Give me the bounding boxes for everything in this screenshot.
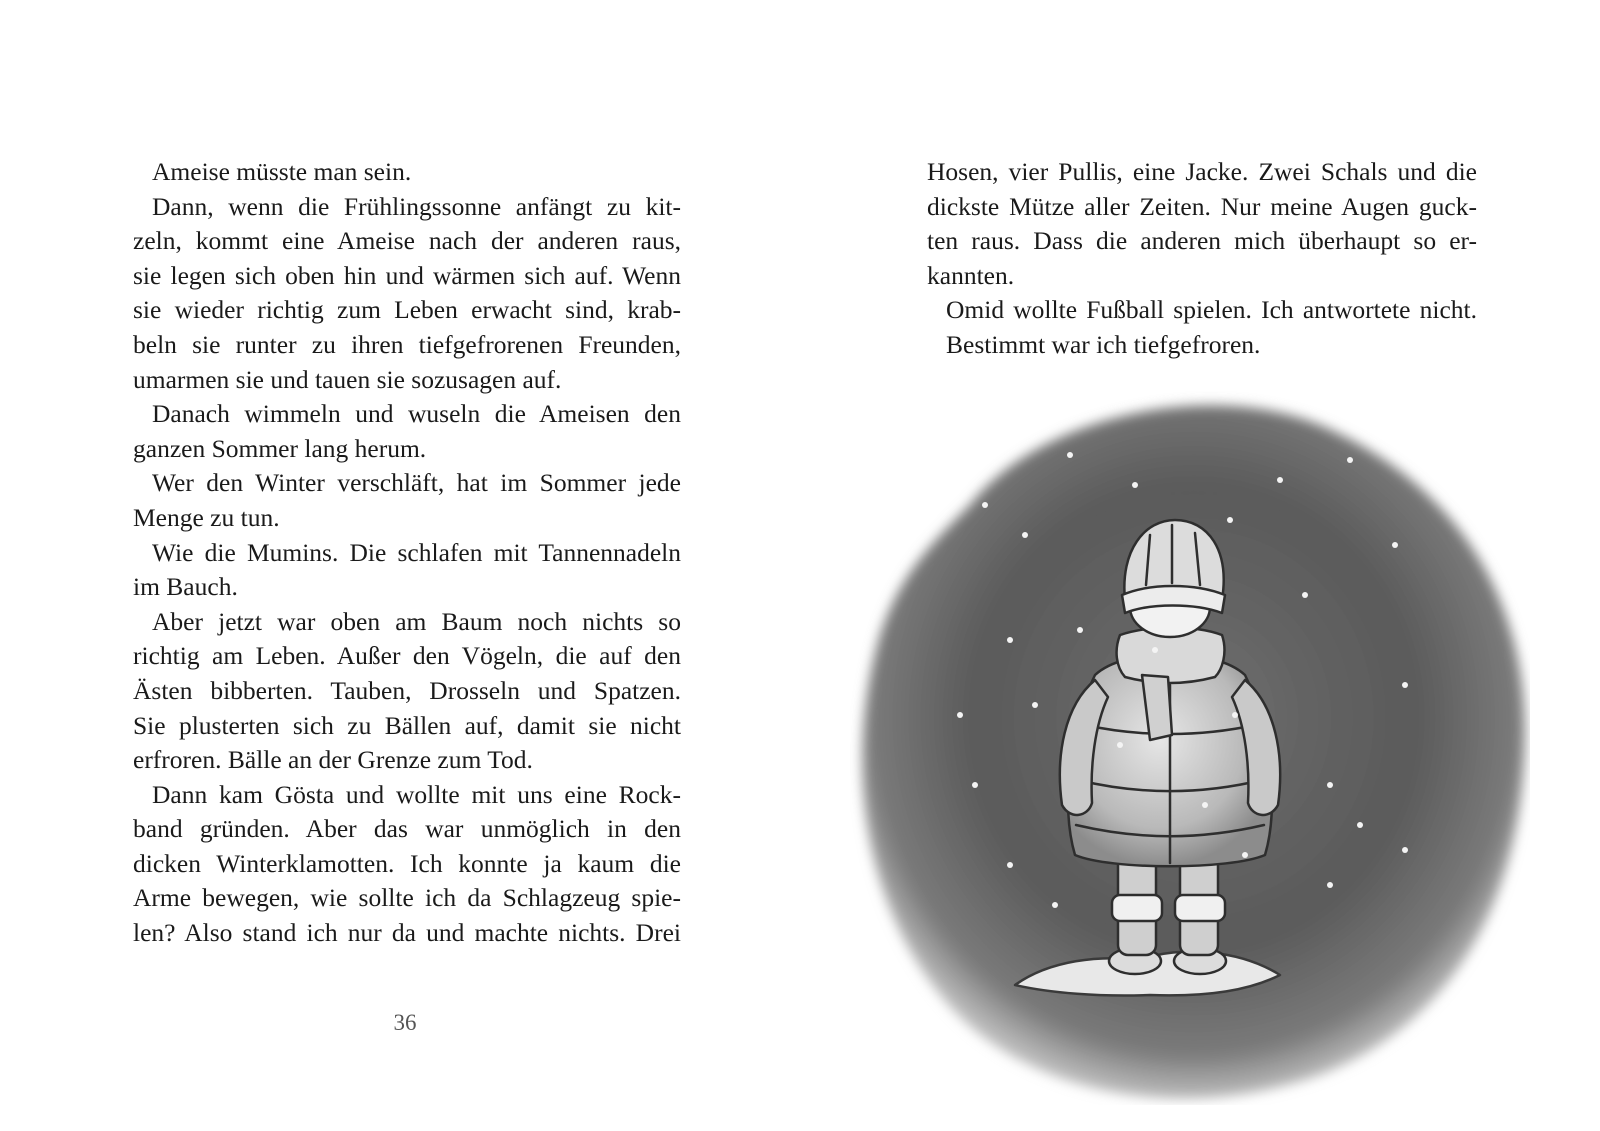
text-line: Menge zu tun. bbox=[133, 502, 280, 532]
page-number: 36 bbox=[393, 1010, 417, 1035]
text-line: Aber jetzt war oben am Baum noch nichts so bbox=[152, 606, 681, 636]
text-line: Wer den Winter verschläft, hat im Sommer jede bbox=[152, 468, 681, 498]
text-line: Arme bewegen, wie sollte ich da Schlagzeug spie- bbox=[133, 883, 681, 913]
text-line: richtig am Leben. Außer den Vögeln, die auf den bbox=[133, 641, 681, 671]
text-line: len? Also stand ich nur da und machte nichts. Drei bbox=[133, 918, 681, 948]
text-line: ten raus. Dass die anderen mich überhaupt so er- bbox=[927, 226, 1477, 256]
text-line: Ameise müsste man sein. bbox=[152, 157, 412, 186]
text-line: dicken Winterklamotten. Ich konnte ja kaum die bbox=[133, 848, 681, 878]
text-line: ganzen Sommer lang herum. bbox=[133, 433, 427, 463]
text-line: Ästen bibberten. Tauben, Drosseln und Spatzen. bbox=[133, 675, 681, 705]
text-line: Bestimmt war ich tiefgefroren. bbox=[946, 329, 1261, 359]
text-line: Omid wollte Fußball spielen. Ich antwortete nicht. bbox=[946, 295, 1477, 325]
text-line: band gründen. Aber das war unmöglich in den bbox=[133, 814, 681, 844]
text-line: Sie plusterten sich zu Bällen auf, damit sie nicht bbox=[133, 710, 681, 740]
left-cuff bbox=[1112, 895, 1162, 921]
text-line: umarmen sie und tauen sie sozusagen auf. bbox=[133, 364, 562, 394]
text-line: im Bauch. bbox=[133, 572, 238, 602]
text-line: sie legen sich oben hin und wärmen sich auf. Wenn bbox=[133, 260, 681, 290]
text-line: Dann kam Gösta und wollte mit uns eine Rock- bbox=[152, 779, 681, 809]
right-page-text bbox=[927, 155, 1477, 363]
text-line: dickste Mütze aller Zeiten. Nur meine Augen guck- bbox=[927, 191, 1477, 221]
text-line: Danach wimmeln und wuseln die Ameisen den bbox=[152, 399, 681, 429]
text-line: Wie die Mumins. Die schlafen mit Tannennadeln bbox=[152, 537, 681, 567]
left-page-text bbox=[133, 155, 681, 951]
winter-child-illustration bbox=[850, 385, 1530, 1105]
text-line: kannten. bbox=[927, 260, 1015, 290]
text-line: sie wieder richtig zum Leben erwacht sind, krab- bbox=[133, 295, 681, 325]
text-line: beln sie runter zu ihren tiefgefrorenen Freunden, bbox=[133, 329, 681, 359]
text-line: Hosen, vier Pullis, eine Jacke. Zwei Schals und die bbox=[927, 157, 1477, 186]
right-page bbox=[800, 0, 1600, 1131]
text-line: zeln, kommt eine Ameise nach der anderen raus, bbox=[133, 226, 681, 256]
right-cuff bbox=[1175, 895, 1225, 921]
text-line: Dann, wenn die Frühlingssonne anfängt zu kit- bbox=[152, 191, 681, 221]
text-line: erfroren. Bälle an der Grenze zum Tod. bbox=[133, 745, 533, 775]
